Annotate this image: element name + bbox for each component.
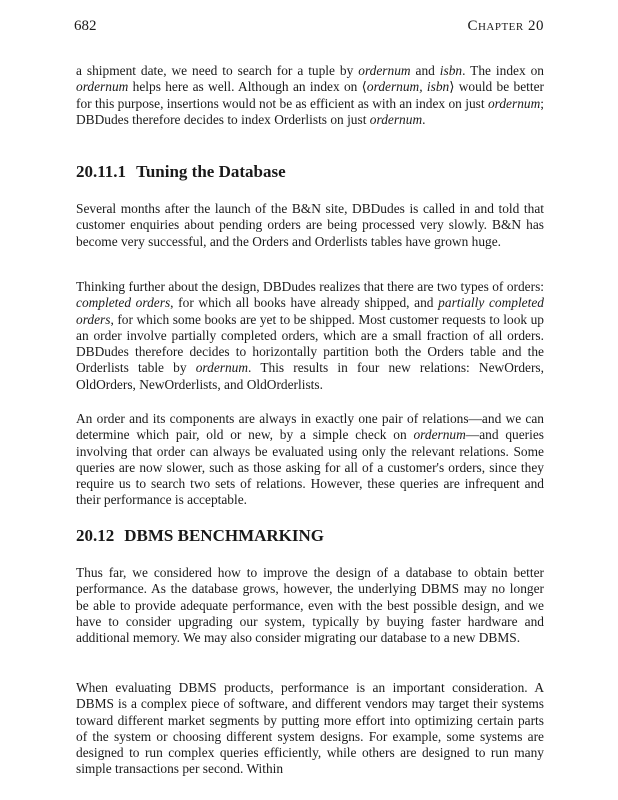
paragraph-index-ordernum: a shipment date, we need to search for a tuple by ordernum and isbn. The index on ordernum helps here as well. Although an index on ⟨ordernum, isbn⟩ would be better for this purpose, insertions would not be as efficient as with an index on just ordernum; DBDudes therefore decides to index Orderlists on just ordernum. — [76, 63, 545, 127]
section-title: Tuning the Database — [136, 162, 286, 181]
section-number: 20.12 — [76, 526, 115, 545]
paragraph-evaluating-dbms: When evaluating DBMS products, performance is an important consideration. A DBMS is a complex piece of software, and different vendors may target their systems toward different market segments by putting more effort into optimizing certain parts of the system or choosing different system designs. For example, some systems are designed to run complex queries efficiently, while others are designed to run many simple transactions per second. Within — [76, 680, 544, 777]
paragraph-order-relations: An order and its components are always in exactly one pair of relations—and we can determine which pair, old or new, by a simple check on ordernum—and queries involving that order can always be evaluated using only the relevant relations. Some queries are now slower, such as those asking for all of a customer's orders, since they require us to search two sets of relations. However, these queries are infrequent and their performance is acceptable. — [76, 411, 544, 508]
running-header — [74, 18, 544, 38]
section-heading-tuning-database — [76, 162, 544, 182]
chapter-label: Chapter 20 — [467, 18, 544, 34]
page-number: 682 — [74, 18, 97, 34]
section-title: DBMS BENCHMARKING — [124, 526, 325, 545]
paragraph-partition: Thinking further about the design, DBDudes realizes that there are two types of orders: completed orders, for which all books have already shipped, and partially completed orders, for which some books are yet to be shipped. Most customer requests to look up an order involve partially completed orders, which are a small fraction of all orders. DBDudes therefore decides to horizontally partition both the Orders table and the Orderlists table by ordernum. This results in four new relations: NewOrders, OldOrders, NewOrderlists, and OldOrderlists. — [76, 279, 544, 392]
section-number: 20.11.1 — [76, 162, 127, 181]
paragraph-performance-upgrade: Thus far, we considered how to improve the design of a database to obtain better performance. As the database grows, however, the underlying DBMS may no longer be able to provide adequate performance, even with the best possible design, and we have to consider upgrading our system, typically by buying faster hardware and additional memory. We may also consider migrating our database to a new DBMS. — [76, 565, 544, 646]
section-heading-dbms-benchmarking — [76, 526, 544, 546]
paragraph-site-launch: Several months after the launch of the B&N site, DBDudes is called in and told that customer enquiries about pending orders are being processed very slowly. B&N has become very successful, and the Orders and Orderlists tables have grown huge. — [76, 201, 544, 249]
